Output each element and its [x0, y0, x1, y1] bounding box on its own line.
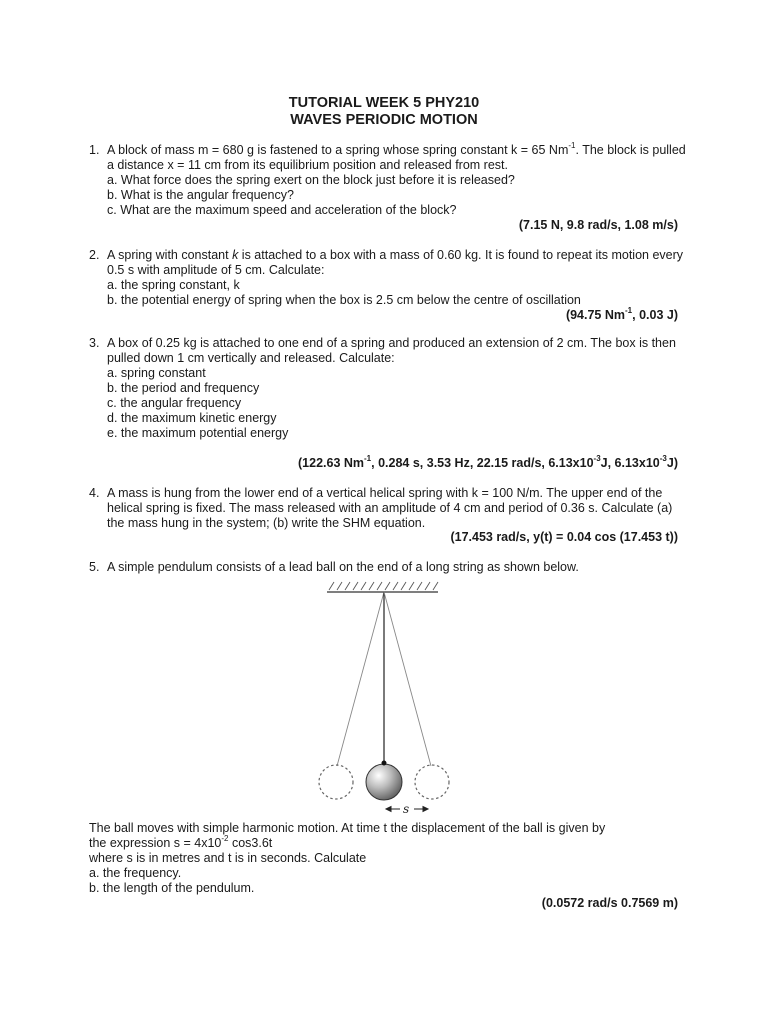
question-number: 1.: [89, 143, 100, 157]
answer-1: (7.15 N, 9.8 rad/s, 1.08 m/s): [518, 218, 678, 232]
string-left: [337, 592, 384, 766]
title-line-2: WAVES PERIODIC MOTION: [290, 112, 478, 128]
question-text: 0.5 s with amplitude of 5 cm. Calculate:: [107, 263, 325, 277]
question-number: 3.: [89, 336, 100, 350]
answer-4: (17.453 rad/s, y(t) = 0.04 cos (17.453 t)): [450, 530, 678, 544]
question-item: a. What force does the spring exert on the block just before it is released?: [107, 173, 515, 187]
question-text: the mass hung in the system; (b) write the SHM equation.: [107, 516, 426, 530]
question-item: b. the period and frequency: [107, 381, 260, 395]
answer-3: (122.63 $Nm^{-1}$, 0.284 s, 3.53 Hz, 22.15 rad/s, $6.13x10^{-3}J$, $6.13x10^{-3}J$): [298, 453, 678, 470]
displacement-label: s: [403, 802, 410, 816]
question-item: d. the maximum kinetic energy: [107, 411, 277, 425]
ball-right-dashed: [415, 765, 449, 799]
question-item: a. the spring constant, k: [107, 278, 240, 292]
ball-hook: [382, 761, 387, 766]
question-text: A box of 0.25 kg is attached to one end of a spring and produced an extension of 2 cm. The box is then: [107, 336, 676, 350]
question-5-body: [89, 821, 679, 896]
question-text: a distance x = 11 cm from its equilibrium position and released from rest.: [107, 158, 508, 172]
question-number: 2.: [89, 248, 100, 262]
paragraph-line: the expression $s = 4x10^{-2}$ cos3.6t: [89, 833, 273, 850]
question-item: e. the maximum potential energy: [107, 426, 289, 440]
title-line-1: TUTORIAL WEEK 5 PHY210: [288, 95, 480, 111]
ball-left-dashed: [319, 765, 353, 799]
question-item: b. the potential energy of spring when the box is 2.5 cm below the centre of oscillation: [107, 293, 581, 307]
question-text: A block of mass m = 680 g is fastened to a spring whose spring constant k = 65 $Nm^{-1}$. The block is pulled: [107, 140, 686, 157]
question-number: 5.: [89, 560, 100, 574]
answer-5: (0.0572 rad/s 0.7569 m): [541, 896, 678, 910]
lead-ball: [366, 764, 402, 800]
question-item: c. the angular frequency: [107, 396, 242, 410]
question-number: 4.: [89, 486, 100, 500]
ceiling-hatching: [329, 582, 438, 590]
paragraph-line: where s is in metres and t is in seconds. Calculate: [89, 851, 367, 865]
paragraph-line: The ball moves with simple harmonic motion. At time t the displacement of the ball is given by: [89, 821, 606, 835]
question-item: c. What are the maximum speed and acceleration of the block?: [107, 203, 457, 217]
question-item: b. What is the angular frequency?: [107, 188, 294, 202]
answer-2: (94.75 $Nm^{-1}$, 0.03 J): [565, 305, 678, 322]
string-right: [384, 592, 431, 766]
question-text: helical spring is fixed. The mass released with an amplitude of 4 cm and period of 0.36 s. Calculate (a): [107, 501, 673, 515]
question-text: A mass is hung from the lower end of a vertical helical spring with k = 100 N/m. The upper end of the: [107, 486, 663, 500]
question-text: A spring with constant k is attached to a box with a mass of 0.60 kg. It is found to repeat its motion every: [107, 248, 684, 262]
question-item: a. spring constant: [107, 366, 206, 380]
question-item: b. the length of the pendulum.: [89, 881, 255, 895]
question-text: A simple pendulum consists of a lead ball on the end of a long string as shown below.: [107, 560, 579, 574]
question-item: a. the frequency.: [89, 866, 182, 880]
question-text: pulled down 1 cm vertically and released. Calculate:: [107, 351, 395, 365]
